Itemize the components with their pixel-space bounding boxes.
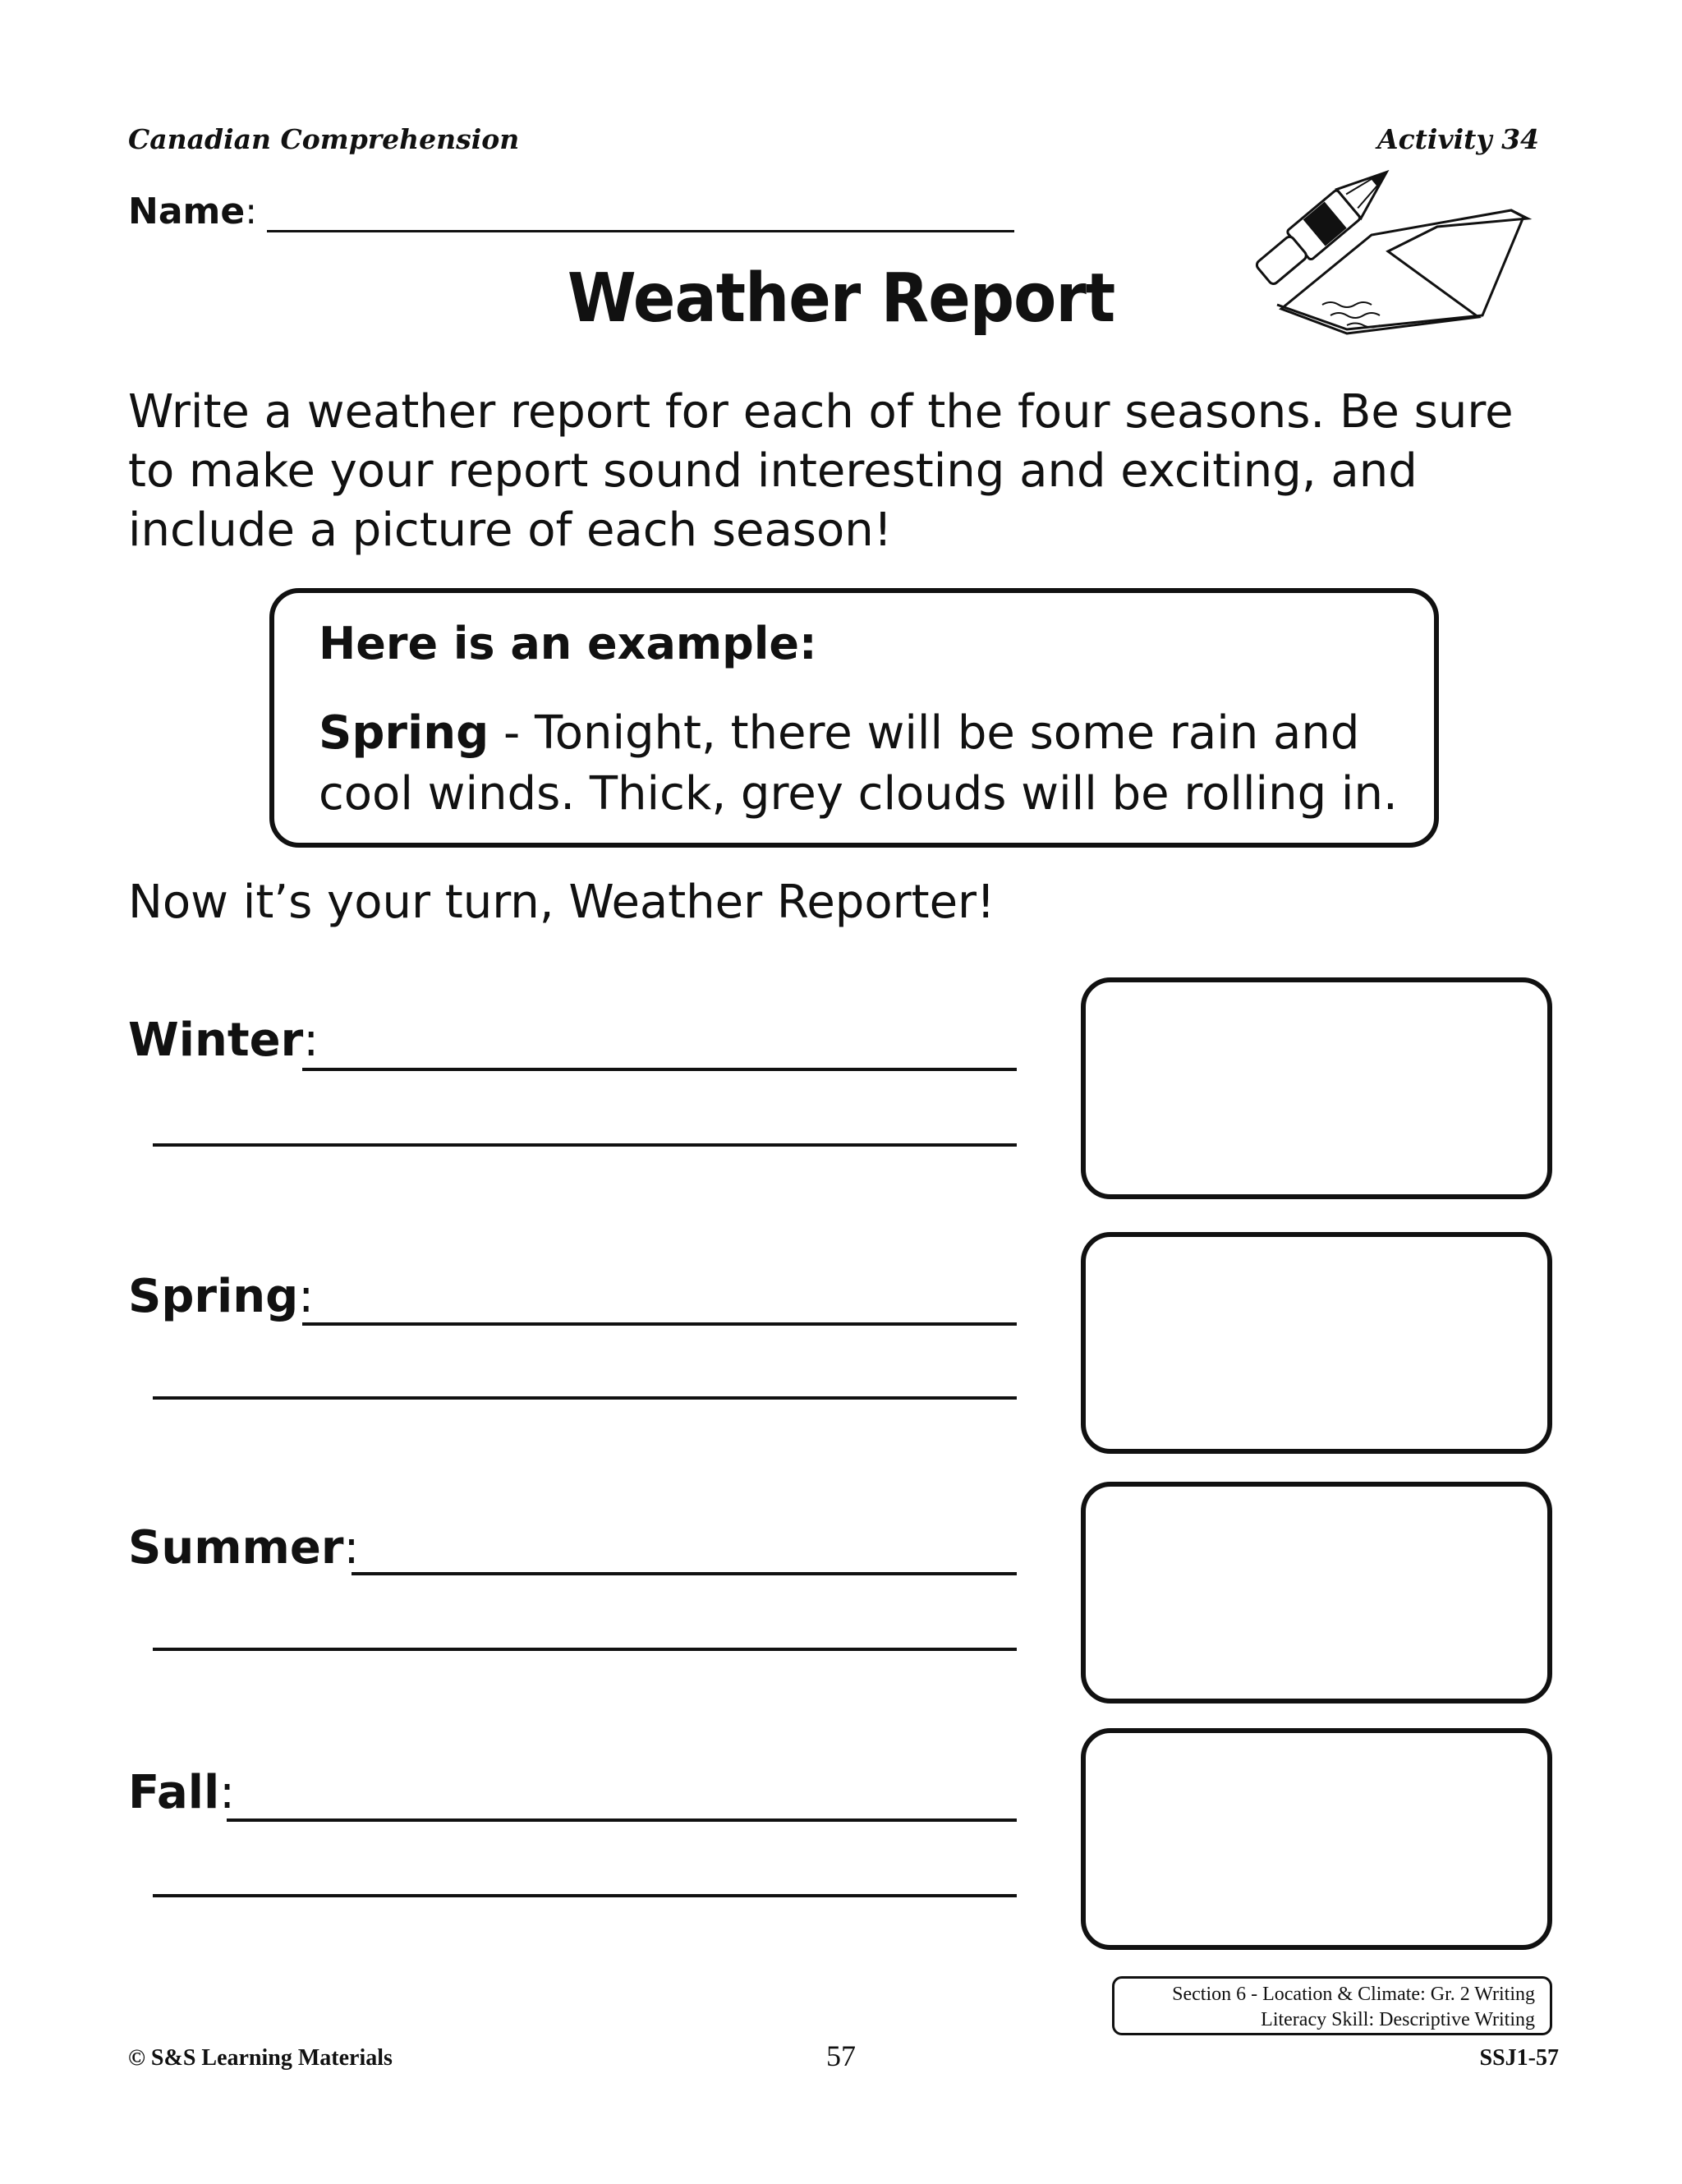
- name-field[interactable]: [128, 191, 1014, 232]
- example-heading: Here is an example:: [319, 618, 817, 669]
- header-series-title: Canadian Comprehension: [128, 123, 520, 155]
- season-label-fall: [128, 1766, 235, 1819]
- season-name: Summer: [128, 1521, 344, 1575]
- season-colon: :: [298, 1270, 315, 1323]
- winter-picture-box[interactable]: [1081, 977, 1552, 1199]
- spring-write-line-1[interactable]: [302, 1322, 1017, 1326]
- skill-info-box: [1112, 1976, 1552, 2035]
- season-label-summer: [128, 1521, 359, 1575]
- name-write-line[interactable]: [267, 202, 1014, 232]
- fall-picture-box[interactable]: [1081, 1728, 1552, 1950]
- spring-write-line-2[interactable]: [153, 1396, 1017, 1400]
- footer-page-number: 57: [826, 2039, 856, 2072]
- season-label-spring: [128, 1270, 314, 1323]
- page-title: Weather Report: [567, 258, 1115, 338]
- fall-write-line-1[interactable]: [227, 1818, 1017, 1822]
- name-label: Name: [128, 191, 246, 232]
- footer-copyright: © S&S Learning Materials: [128, 2045, 393, 2071]
- instructions-text: Write a weather report for each of the four seasons. Be sure to make your report sound interesting and exciting, and include a picture of each season!: [128, 385, 1514, 557]
- skill-line-section: Section 6 - Location & Climate: Gr. 2 Writing: [1172, 1984, 1535, 2005]
- spring-picture-box[interactable]: [1081, 1232, 1552, 1454]
- season-colon: :: [219, 1766, 236, 1819]
- season-name: Spring: [128, 1270, 299, 1323]
- summer-write-line-2[interactable]: [153, 1648, 1017, 1651]
- footer-code: SSJ1-57: [1479, 2045, 1559, 2071]
- skill-line-literacy: Literacy Skill: Descriptive Writing: [1261, 2009, 1535, 2030]
- season-colon: :: [343, 1521, 360, 1575]
- season-name: Winter: [128, 1014, 304, 1067]
- fall-write-line-2[interactable]: [153, 1894, 1017, 1897]
- example-text: [319, 703, 1419, 825]
- name-colon: :: [245, 191, 258, 232]
- header-activity-number: Activity 34: [1376, 123, 1539, 155]
- summer-write-line-1[interactable]: [352, 1572, 1017, 1575]
- turn-prompt: Now it’s your turn, Weather Reporter!: [128, 876, 995, 929]
- winter-write-line-1[interactable]: [302, 1068, 1017, 1071]
- summer-picture-box[interactable]: [1081, 1482, 1552, 1704]
- season-name: Fall: [128, 1766, 220, 1819]
- season-label-winter: [128, 1014, 319, 1067]
- winter-write-line-2[interactable]: [153, 1143, 1017, 1147]
- example-box: [269, 588, 1439, 848]
- example-body: - Tonight, there will be some rain and cool winds. Thick, grey clouds will be rolling in.: [319, 706, 1398, 821]
- season-colon: :: [303, 1014, 319, 1067]
- example-season: Spring: [319, 706, 489, 760]
